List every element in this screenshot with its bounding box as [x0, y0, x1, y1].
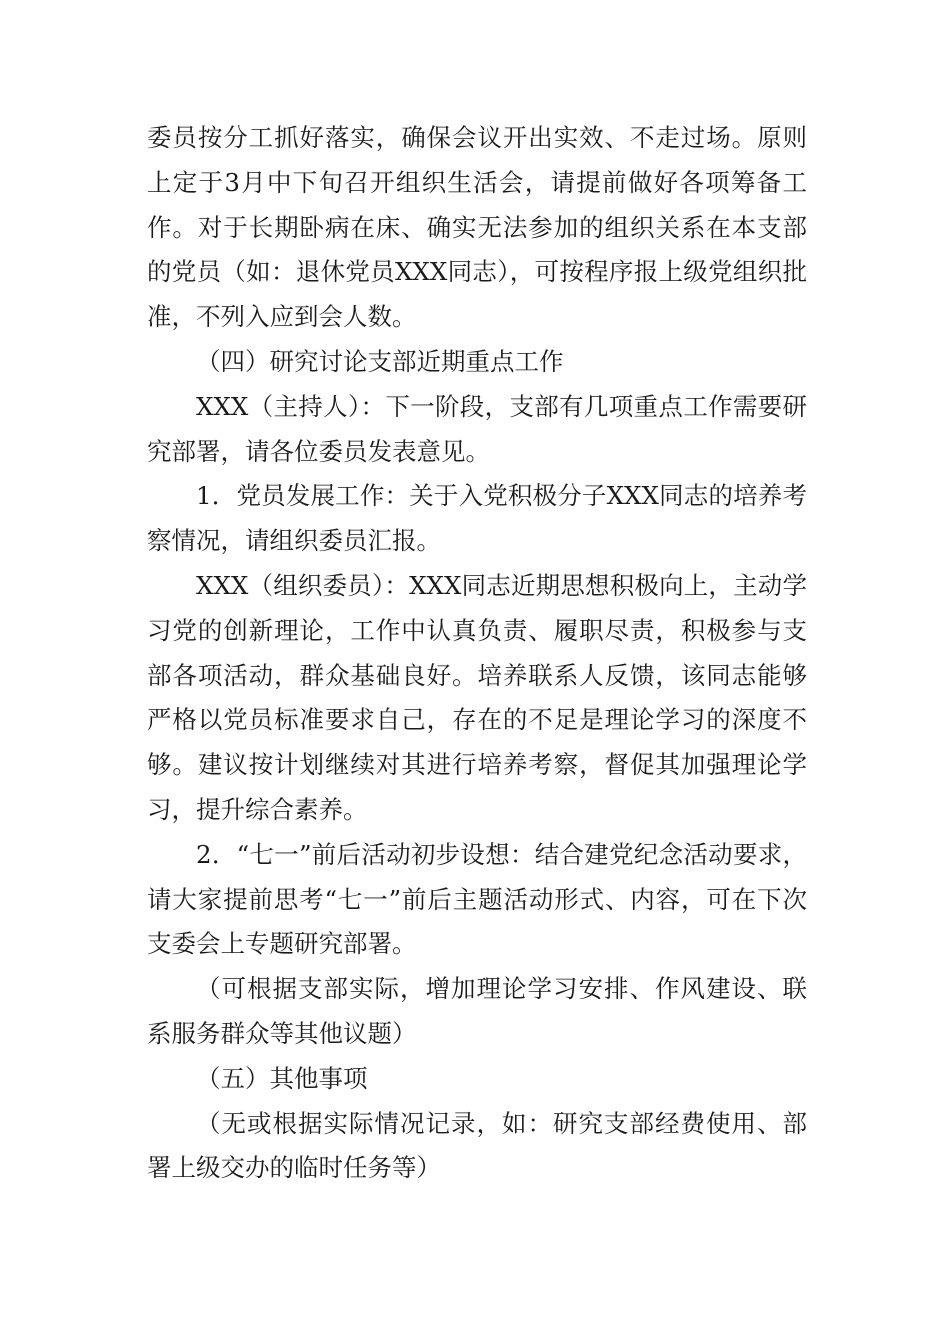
paragraph-continuation: 委员按分工抓好落实，确保会议开出实效、不走过场。原则上定于3月中下旬召开组织生活会，请提前做好各项筹备工作。对于长期卧病在床、确实无法参加的组织关系在本支部的党员（如：退休党员XXX同志），可按程序报上级党组织批准，不列入应到会人数。: [147, 123, 807, 332]
paragraph-other-matters: （无或根据实际情况记录，如：研究支部经费使用、部署上级交办的临时任务等）: [147, 1108, 807, 1183]
paragraph-note: （可根据支部实际，增加理论学习安排、作风建设、联系服务群众等其他议题）: [147, 974, 807, 1048]
paragraph-item-1: 1．党员发展工作：关于入党积极分子XXX同志的培养考察情况，请组织委员汇报。: [147, 481, 807, 556]
paragraph-host-remark: XXX（主持人）：下一阶段，支部有几项重点工作需要研究部署，请各位委员发表意见。: [147, 391, 807, 466]
section-heading-five: （五）其他事项: [196, 1063, 368, 1093]
section-heading-four: （四）研究讨论支部近期重点工作: [196, 346, 564, 376]
document-body: [147, 116, 807, 1191]
paragraph-organization-report: XXX（组织委员）：XXX同志近期思想积极向上，主动学习党的创新理论，工作中认真负责、履职尽责，积极参与支部各项活动，群众基础良好。培养联系人反馈，该同志能够严格以党员标准要求自己，存在的不足是理论学习的深度不够。建议按计划继续对其进行培养考察，督促其加强理论学习，提升综合素养。: [147, 570, 807, 824]
paragraph-item-2: 2．“七一”前后活动初步设想：结合建党纪念活动要求，请大家提前思考“七一”前后主题活动形式、内容，可在下次支委会上专题研究部署。: [147, 839, 807, 959]
